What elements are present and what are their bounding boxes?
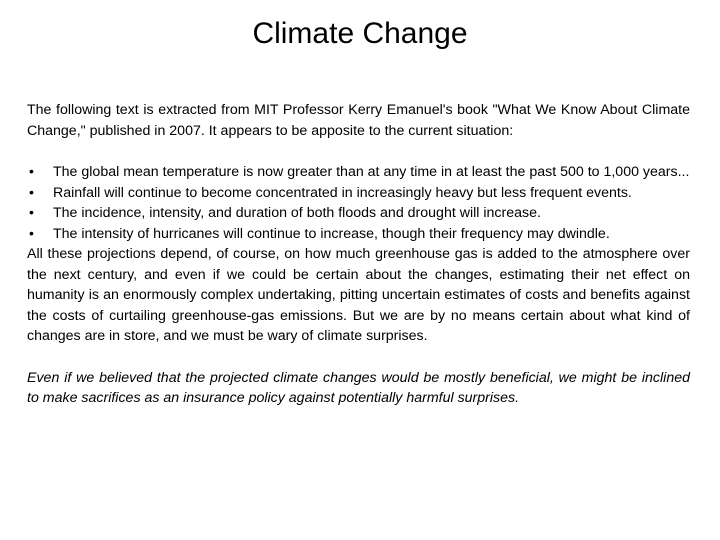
- bullet-item: [27, 162, 690, 183]
- bullet-list: [27, 162, 690, 244]
- bullet-item: [27, 224, 690, 245]
- bullet-icon: •: [29, 205, 34, 221]
- spacer: [27, 347, 690, 368]
- slide-title: Climate Change: [252, 17, 468, 50]
- bullet-item: [27, 203, 690, 224]
- body-paragraph: All these projections depend, of course, on how much greenhouse gas is added to the atmosphere over the next century, and even if we could be certain about the changes, estimating their net effect on humanity is an enormously complex undertaking, pitting uncertain estimates of costs and benefits against the costs of curtailing greenhouse-gas emissions. But we are by no means certain about what kind of changes are in store, and we must be wary of climate surprises.: [27, 246, 690, 344]
- bullet-text: Rainfall will continue to become concentrated in increasingly heavy but less frequent events.: [53, 184, 632, 201]
- bullet-icon: •: [29, 184, 34, 201]
- bullet-item: [27, 183, 690, 204]
- bullet-icon: •: [29, 225, 34, 242]
- bullet-text: The incidence, intensity, and duration of both floods and drought will increase.: [53, 205, 541, 221]
- bullet-text: The intensity of hurricanes will continue to increase, though their frequency may dwindle.: [53, 225, 610, 242]
- bullet-text: The global mean temperature is now greater than at any time in at least the past 500 to 1,000 years...: [53, 164, 690, 180]
- intro-paragraph: The following text is extracted from MIT Professor Kerry Emanuel's book "What We Know About Climate Change," published in 2007. It appears to be apposite to the current situation:: [27, 102, 690, 139]
- closing-paragraph: Even if we believed that the projected climate changes would be mostly beneficial, we might be inclined to make sacrifices as an insurance policy against potentially harmful surprises.: [27, 369, 690, 406]
- spacer: [27, 141, 690, 162]
- slide-content: [27, 100, 690, 409]
- bullet-icon: •: [29, 164, 34, 180]
